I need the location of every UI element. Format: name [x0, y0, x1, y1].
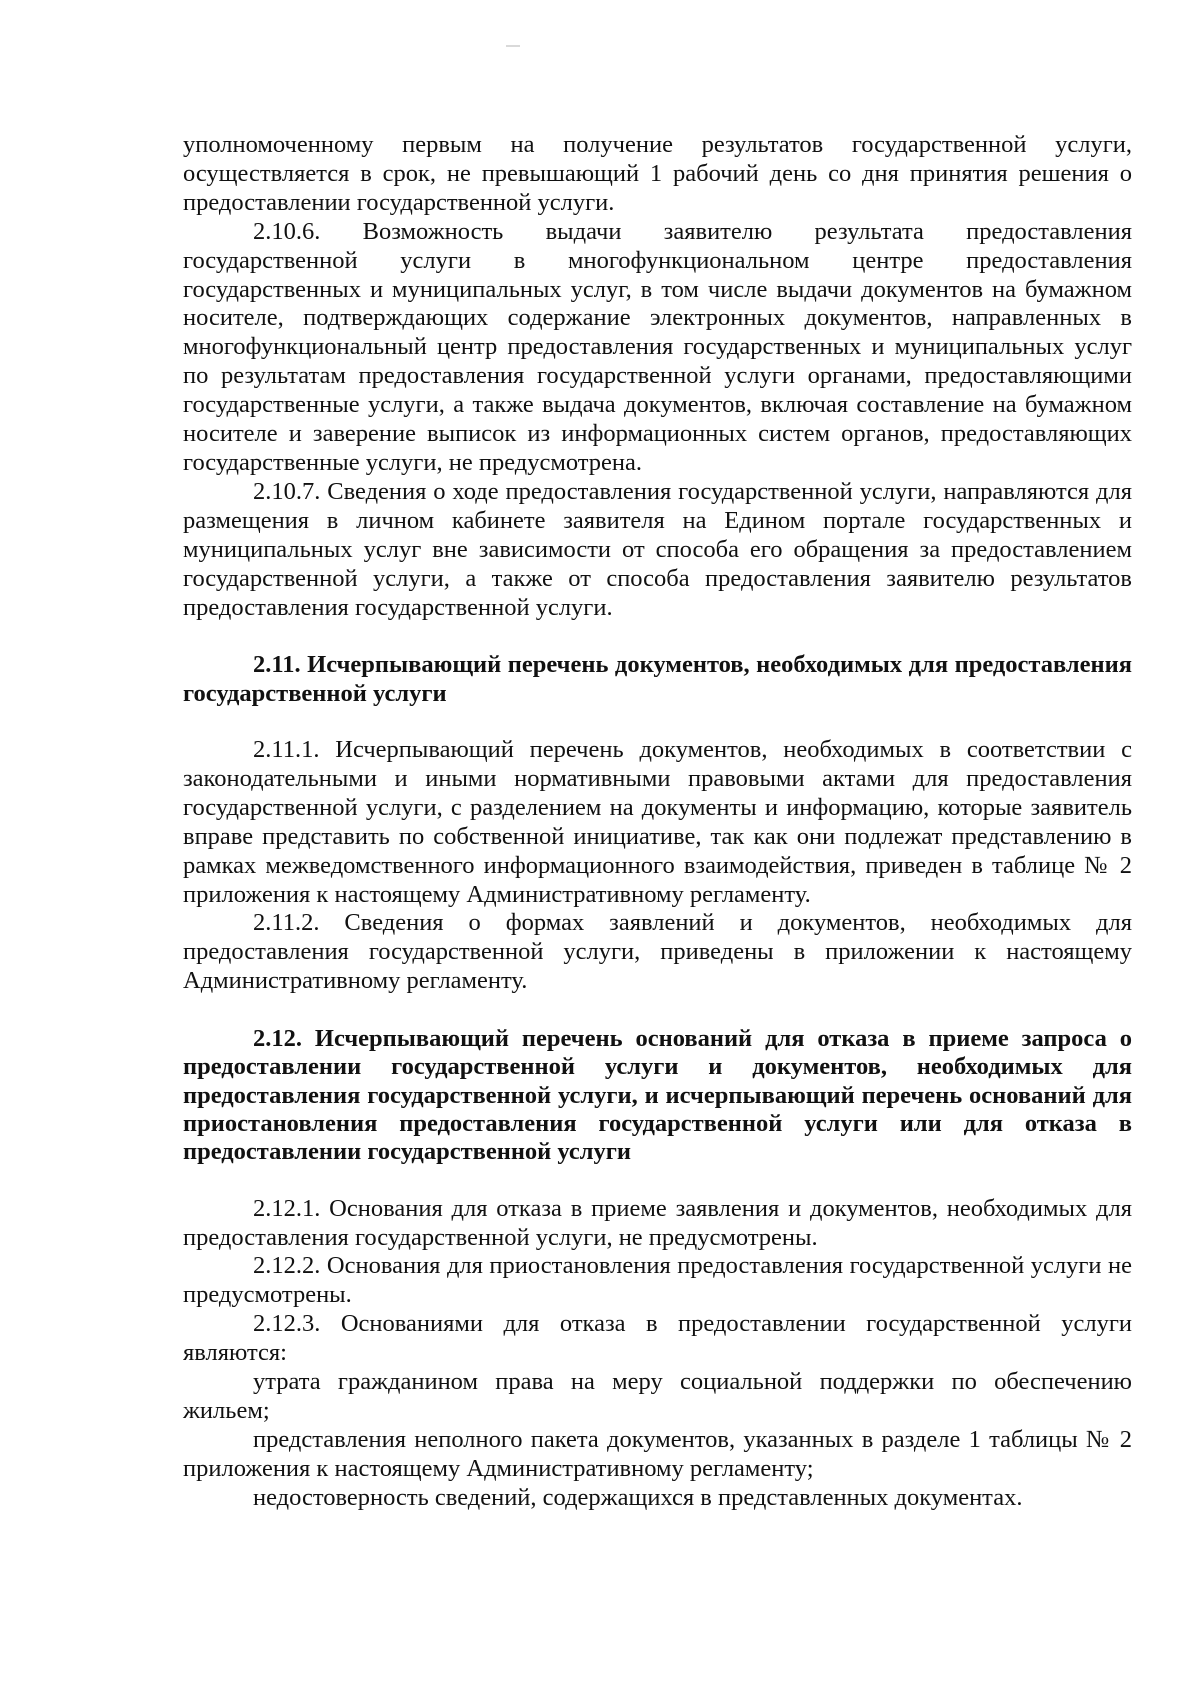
scan-mark [506, 45, 520, 47]
paragraph-2-11-2: 2.11.2. Сведения о формах заявлений и документов, необходимых для предоставления государственной услуги, приведены в приложении к настоящему Административному регламенту. [183, 909, 1132, 995]
list-item-incomplete-package: представления неполного пакета документов, указанных в разделе 1 таблицы № 2 приложения к настоящему Административному регламенту; [183, 1425, 1132, 1482]
paragraph-2-12-1: 2.12.1. Основания для отказа в приеме заявления и документов, необходимых для предоставления государственной услуги, не предусмотрены. [183, 1194, 1132, 1251]
document-body [183, 131, 1132, 1513]
paragraph-2-12-3: 2.12.3. Основаниями для отказа в предоставлении государственной услуги являются: [183, 1310, 1132, 1367]
paragraph-2-11-1: 2.11.1. Исчерпывающий перечень документов, необходимых в соответствии с законодательными и иными нормативными правовыми актами для предоставления государственной услуги, с разделением на документы и информацию, которые заявитель вправе представить по собственной инициативе, так как они подлежат представлению в рамках межведомственного информационного взаимодействия, приведен в таблице № 2 приложения к настоящему Административному регламенту. [183, 736, 1132, 908]
paragraph-2-10-7: 2.10.7. Сведения о ходе предоставления государственной услуги, направляются для размещения в личном кабинете заявителя на Едином портале государственных и муниципальных услуг вне зависимости от способа его обращения за предоставлением государственной услуги, а также от способа предоставления заявителю результатов предоставления государственной услуги. [183, 477, 1132, 621]
list-item-loss-of-right: утрата гражданином права на меру социальной поддержки по обеспечению жильем; [183, 1368, 1132, 1424]
heading-2-11: 2.11. Исчерпывающий перечень документов, необходимых для предоставления государственной услуги [183, 651, 1132, 707]
paragraph-2-10-6: 2.10.6. Возможность выдачи заявителю результата предоставления государственной услуги в многофункциональном центре предоставления государственных и муниципальных услуг, в том числе выдачи документов на бумажном носителе, подтверждающих содержание электронных документов, направленных в многофункциональный центр предоставления государственных и муниципальных услуг по результатам предоставления государственной услуги органами, предоставляющими государственные услуги, а также выдача документов, включая составление на бумажном носителе и заверение выписок из информационных систем органов, предоставляющих государственные услуги, не предусмотрена. [183, 217, 1132, 476]
heading-2-12: 2.12. Исчерпывающий перечень оснований для отказа в приеме запроса о предоставлении государственной услуги и документов, необходимых для предоставления государственной услуги, и исчерпывающий перечень оснований для приостановления предоставления государственной услуги или для отказа в предоставлении государственной услуги [183, 1025, 1132, 1166]
paragraph-2-12-2: 2.12.2. Основания для приостановления предоставления государственной услуги не предусмотрены. [183, 1252, 1132, 1309]
paragraph-continuation: уполномоченному первым на получение результатов государственной услуги, осуществляется в срок, не превышающий 1 рабочий день со дня принятия решения о предоставлении государственной услуги. [183, 131, 1132, 216]
list-item-unreliable-data: недостоверность сведений, содержащихся в представленных документах. [253, 1483, 1023, 1511]
